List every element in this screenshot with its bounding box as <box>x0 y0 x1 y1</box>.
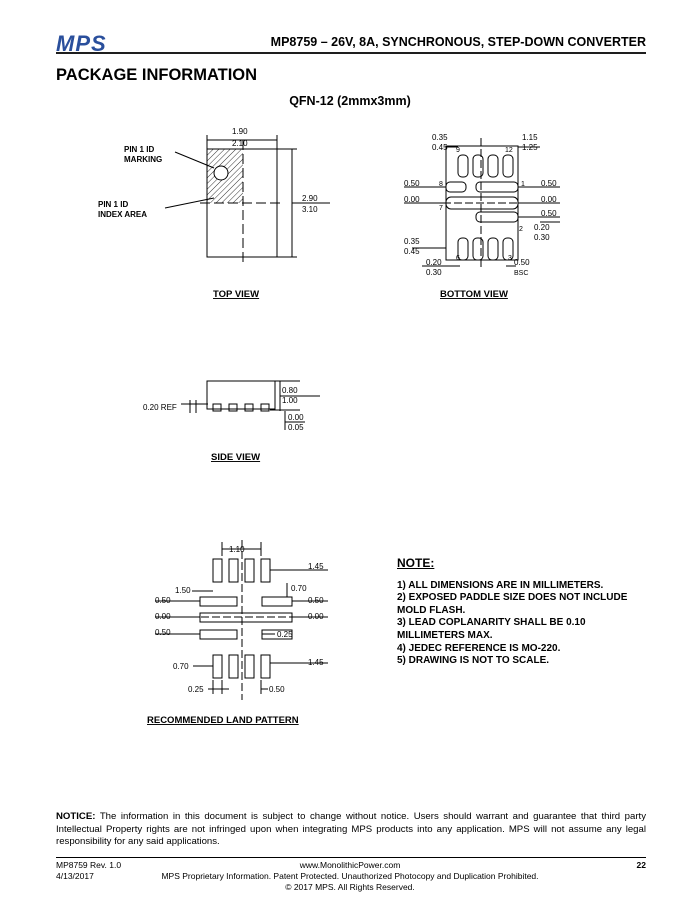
bv-pad-min: 0.35 <box>432 133 448 142</box>
land-d150: 1.50 <box>175 586 191 595</box>
side-h-max: 1.00 <box>282 396 298 405</box>
bv-d050-right-top: 0.50 <box>541 179 557 188</box>
footer-copyright: © 2017 MPS. All Rights Reserved. <box>285 882 415 892</box>
note-item: 3) LEAD COPLANARITY SHALL BE 0.10 MILLIMETERS MAX. <box>397 617 586 641</box>
notice-text: The information in this document is subject to change without notice. Users should warrant and guarantee that third party Intellectual Property rights are not infringed upon when integrating MPS products into any application. MPS will not assume any legal responsibility for any said applications. <box>56 811 646 847</box>
bv-pin-6: 6 <box>456 255 460 262</box>
footer-date: 4/13/2017 <box>56 871 94 881</box>
land-d070-right: 0.70 <box>291 584 307 593</box>
footer-url: www.MonolithicPower.com <box>299 860 401 870</box>
pad-4 <box>488 238 498 260</box>
bv-d050-right-bot: 0.50 <box>541 209 557 218</box>
pad-2 <box>476 212 518 222</box>
bv-d030: 0.30 <box>534 233 550 242</box>
pad-8 <box>446 182 466 192</box>
package-title: QFN-12 (2mmx3mm) <box>289 94 411 108</box>
note-item: 1) ALL DIMENSIONS ARE IN MILLIMETERS. <box>397 579 604 591</box>
bv-pin-3: 3 <box>508 255 512 262</box>
bv-pad-max: 0.45 <box>432 143 448 152</box>
side-lead-4 <box>261 404 269 411</box>
land-d110: 1.10 <box>229 545 245 554</box>
bv-pin-7: 7 <box>439 205 443 212</box>
land-pad-top-1 <box>213 559 222 582</box>
bv-pin-2: 2 <box>519 226 523 233</box>
bv-d020: 0.20 <box>534 223 550 232</box>
bv-pin-1: 1 <box>521 181 525 188</box>
note-item: 4) JEDEC REFERENCE IS MO-220. <box>397 642 561 654</box>
land-d000-r: 0.00 <box>308 612 324 621</box>
section-title: PACKAGE INFORMATION <box>56 66 258 84</box>
bottom-view-label: BOTTOM VIEW <box>440 289 508 300</box>
land-pad-top-3 <box>245 559 254 582</box>
side-lead-3 <box>245 404 253 411</box>
land-d050-l2: 0.50 <box>155 628 171 637</box>
legal-notice <box>56 811 646 849</box>
footer-divider <box>56 857 646 858</box>
land-d145-bot: 1.45 <box>308 658 324 667</box>
land-pad-left-2 <box>200 630 237 639</box>
notice-label: NOTICE: <box>56 811 96 822</box>
bv-pitch-note: BSC <box>514 270 529 277</box>
land-pad-top-4 <box>261 559 270 582</box>
pad-11 <box>488 155 498 177</box>
land-pad-left-1 <box>200 597 237 606</box>
pin1-marking-label-2: MARKING <box>124 155 163 164</box>
bv-pin-8: 8 <box>439 181 443 188</box>
land-pad-top-2 <box>229 559 238 582</box>
logo-text: MPS <box>56 33 107 53</box>
land-d050-l1: 0.50 <box>155 596 171 605</box>
side-h-min: 0.80 <box>282 386 298 395</box>
footer-rev: MP8759 Rev. 1.0 <box>56 860 122 870</box>
side-ref: 0.20 REF <box>143 403 177 412</box>
land-d050-r1: 0.50 <box>308 596 324 605</box>
bv-pin-9: 9 <box>456 147 460 154</box>
bv-bl-min: 0.35 <box>404 237 420 246</box>
land-pad-right-1 <box>262 597 292 606</box>
side-view-label: SIDE VIEW <box>211 452 261 463</box>
pad-12 <box>503 155 513 177</box>
bv-d000-left: 0.00 <box>404 195 420 204</box>
top-height-max: 3.10 <box>302 205 318 214</box>
bv-bb-min: 0.20 <box>426 258 442 267</box>
bv-right-max: 1.25 <box>522 143 538 152</box>
land-pad-bot-2 <box>229 655 238 678</box>
footer-proprietary: MPS Proprietary Information. Patent Protected. Unauthorized Photocopy and Duplication Prohibited. <box>161 871 539 881</box>
land-d050-b: 0.50 <box>269 685 285 694</box>
pin1-index-label-2: INDEX AREA <box>98 210 148 219</box>
land-d145-top: 1.45 <box>308 562 324 571</box>
bv-pitch: 0.50 <box>514 258 530 267</box>
land-pad-bot-4 <box>261 655 270 678</box>
bv-right-min: 1.15 <box>522 133 538 142</box>
land-d025-r: 0.25 <box>277 630 293 639</box>
bottom-view-drawing <box>404 138 560 270</box>
side-lead-1 <box>213 404 221 411</box>
notes-block <box>397 557 647 668</box>
bv-d050-left: 0.50 <box>404 179 420 188</box>
pin1-marking-circle <box>214 166 228 180</box>
side-view-body <box>207 381 275 409</box>
top-height-min: 2.90 <box>302 194 318 203</box>
bv-pin-12: 12 <box>505 147 513 154</box>
document-title: MP8759 – 26V, 8A, SYNCHRONOUS, STEP-DOWN CONVERTER <box>270 35 646 49</box>
land-pad-bot-1 <box>213 655 222 678</box>
pad-9 <box>458 155 468 177</box>
note-item: 2) EXPOSED PADDLE SIZE DOES NOT INCLUDE MOLD FLASH. <box>397 592 628 616</box>
land-d025-b: 0.25 <box>188 685 204 694</box>
land-pattern-label: RECOMMENDED LAND PATTERN <box>147 715 299 726</box>
bv-d000-right: 0.00 <box>541 195 557 204</box>
land-pad-bot-3 <box>245 655 254 678</box>
bv-bl-max: 0.45 <box>404 247 420 256</box>
top-width-min: 1.90 <box>232 127 248 136</box>
side-s-max: 0.05 <box>288 423 304 432</box>
land-d070-left: 0.70 <box>173 662 189 671</box>
bv-bb-max: 0.30 <box>426 268 442 277</box>
pin1-index-label-1: PIN 1 ID <box>98 200 129 209</box>
notes-title: NOTE: <box>397 556 435 570</box>
pad-1 <box>476 182 518 192</box>
land-pattern-drawing <box>155 540 328 700</box>
side-s-min: 0.00 <box>288 413 304 422</box>
page-number: 22 <box>636 860 646 870</box>
land-d000-l: 0.00 <box>155 612 171 621</box>
top-width-max: 2.10 <box>232 139 248 148</box>
pin1-marking-label-1: PIN 1 ID <box>124 145 155 154</box>
side-lead-2 <box>229 404 237 411</box>
note-item: 5) DRAWING IS NOT TO SCALE. <box>397 655 550 667</box>
top-view-label: TOP VIEW <box>213 289 260 300</box>
